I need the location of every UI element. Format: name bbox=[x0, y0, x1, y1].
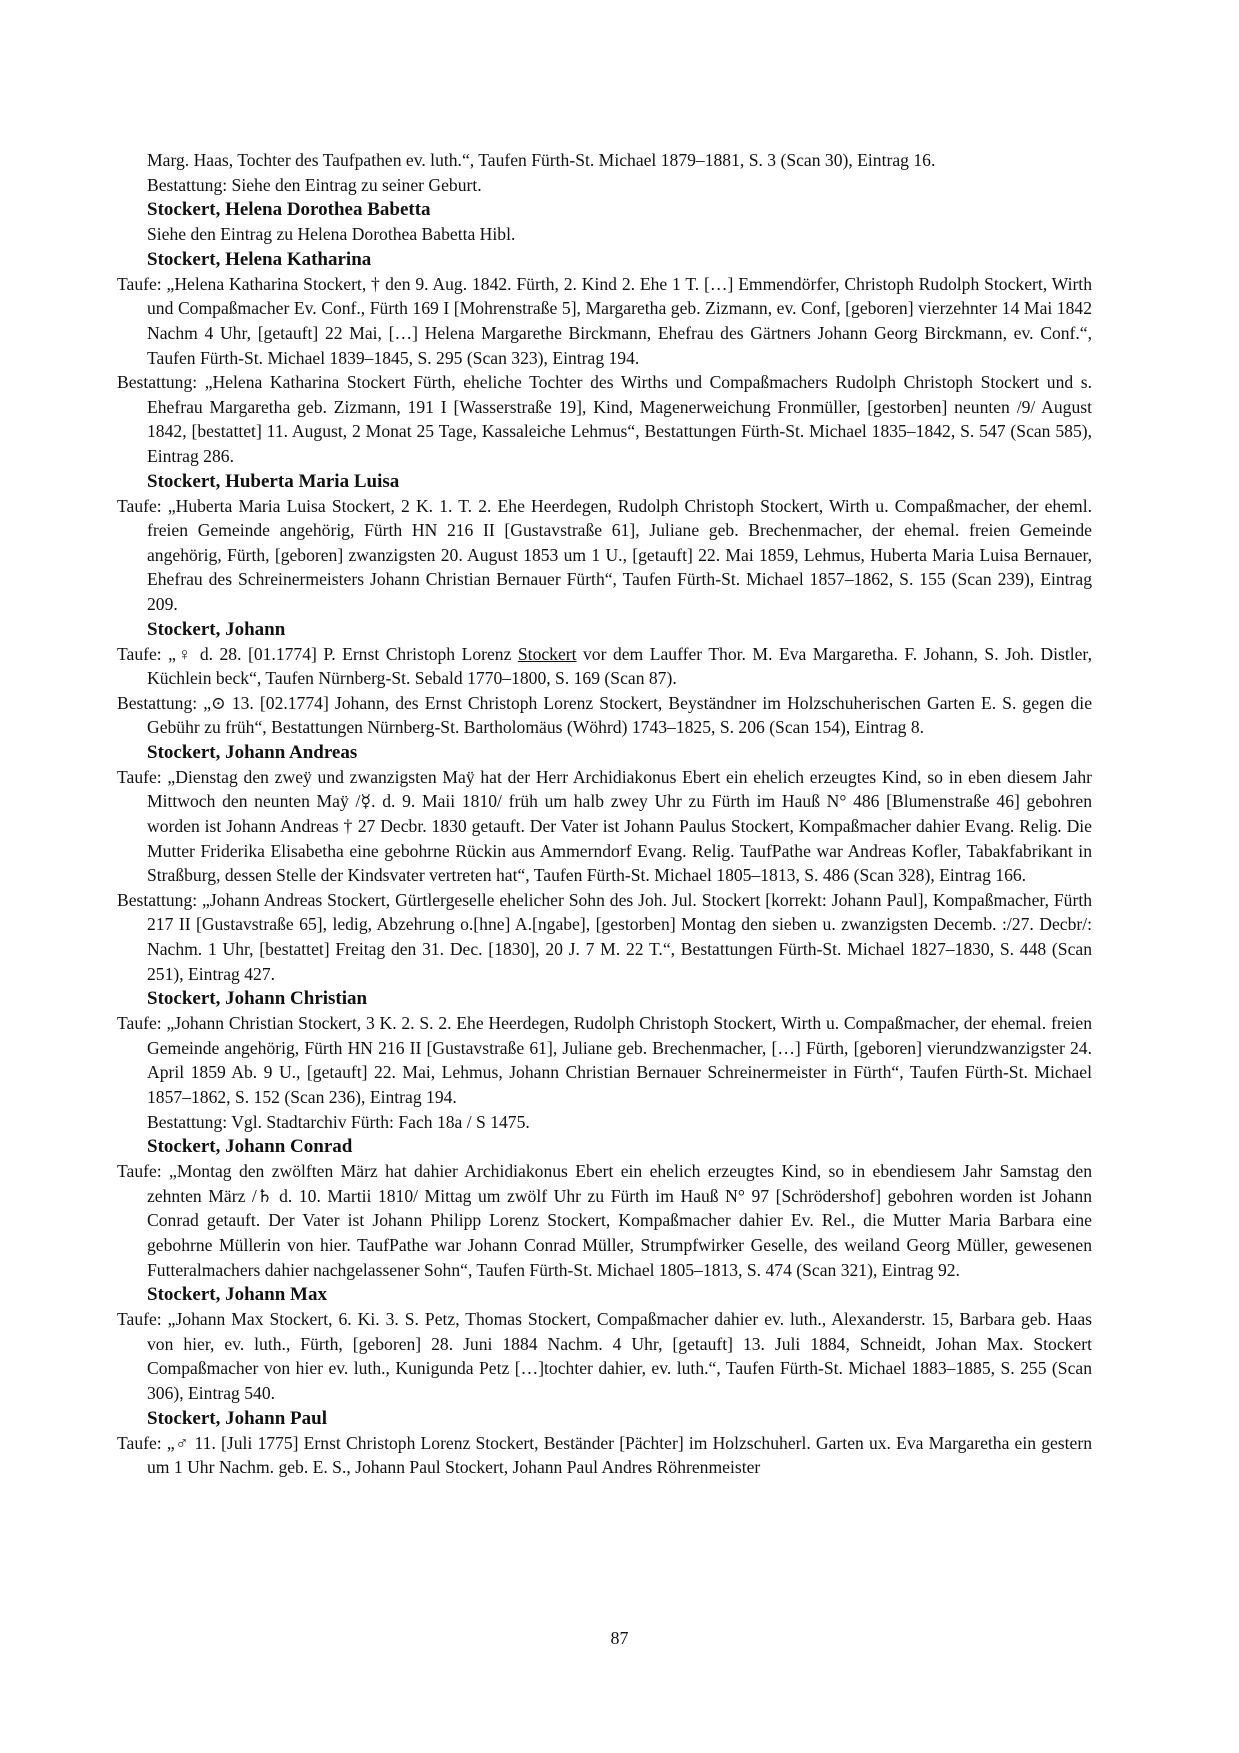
entry-heading: Stockert, Johann Christian bbox=[147, 988, 368, 1010]
baptism-record: Taufe: „Montag den zwölften März hat dahier Archidiakonus Ebert ein ehelich erzeugtes Kind, so in ebendiesem Jahr Samstag den zehnten März /♄ d. 10. Martii 1810/ Mittag um zwölf Uhr zu Fürth im Hauß N° 97 [Schrödershof] gebohren worden ist Johann Conrad getauft. Der Vater ist Johann Philipp Lorenz Stockert, Kompaßmacher dahier Ev. Rel., die Mutter Maria Barbara eine gebohrne Müllerin von hier. TaufPathe war Johann Conrad Müller, Strumpfwirker Geselle, des weiland Georg Müller, gewesenen Futteralmachers dahier nachgelassener Sohn“, Taufen Fürth-St. Michael 1805–1813, S. 474 (Scan 321), Eintrag 92. bbox=[117, 1161, 1092, 1280]
baptism-record: Taufe: „Johann Max Stockert, 6. Ki. 3. S. Petz, Thomas Stockert, Compaßmacher dahier ev. luth., Alexanderstr. 15, Barbara geb. Haas von hier, ev. luth., Fürth, [geboren] 28. Juni 1884 Nachm. 4 Uhr, [getauft] 13. Juli 1884, Schneidt, Johan Max. Stockert Compaßmacher von hier ev. luth., Kunigunda Petz […]tochter dahier, ev. luth.“, Taufen Fürth-St. Michael 1883–1885, S. 255 (Scan 306), Eintrag 540. bbox=[117, 1309, 1092, 1403]
record-text-start: Taufe: „♀ d. 28. [01.1774] P. Ernst Christoph Lorenz bbox=[117, 643, 518, 664]
cross-reference: Siehe den Eintrag zu Helena Dorothea Babetta Hibl. bbox=[147, 224, 516, 245]
burial-record: Bestattung: „⊙ 13. [02.1774] Johann, des Ernst Christoph Lorenz Stockert, Beyständner im Holzschuherischen Garten E. S. gegen die Gebühr zu früh“, Bestattungen Nürnberg-St. Bartholomäus (Wöhrd) 1743–1825, S. 206 (Scan 154), Eintrag 8. bbox=[117, 692, 1092, 738]
burial-record: Bestattung: „Johann Andreas Stockert, Gürtlergeselle ehelicher Sohn des Joh. Jul. Stockert [korrekt: Johann Paul], Kompaßmacher, Fürth 217 II [Gustavstraße 65], ledig, Abzehrung o.[hne] A.[ngabe], [gestorben] Montag den sieben u. zwanzigsten Decemb. :/27. Decbr/: Nachm. 1 Uhr, [bestattet] Freitag den 31. Dec. [1830], 20 J. 7 M. 22 T.“, Bestattungen Fürth-St. Michael 1827–1830, S. 448 (Scan 251), Eintrag 427. bbox=[117, 889, 1092, 984]
baptism-record bbox=[117, 642, 1092, 691]
record-text-end: vor dem Lauffer Thor. M. Eva Margaretha. F. Johann, S. Joh. Distler, Küchlein beck“, Taufen Nürnberg-St. Sebald 1770–1800, S. 169 (Scan 87). bbox=[147, 643, 1092, 689]
entry-heading: Stockert, Johann Andreas bbox=[147, 741, 358, 763]
burial-note: Bestattung: Vgl. Stadtarchiv Fürth: Fach 18a / S 1475. bbox=[147, 1111, 530, 1132]
burial-record: Bestattung: „Helena Katharina Stockert Fürth, eheliche Tochter des Wirths und Compaßmachers Rudolph Christoph Stockert und s. Ehefrau Margaretha geb. Zizmann, 191 I [Wasserstraße 19], Kind, Magenerweichung Fronmüller, [gestorben] neunten /9/ August 1842, [bestattet] 11. August, 2 Monat 25 Tage, Kassaleiche Lehmus“, Bestattungen Fürth-St. Michael 1835–1842, S. 547 (Scan 585), Eintrag 286. bbox=[117, 372, 1092, 466]
baptism-record: Taufe: „Huberta Maria Luisa Stockert, 2 K. 1. T. 2. Ehe Heerdegen, Rudolph Christoph Stockert, Wirth u. Compaßmacher, der eheml. freien Gemeinde angehörig, Fürth HN 216 II [Gustavstraße 61], Juliane geb. Brechenmacher, der ehemal. freien Gemeinde angehörig, Fürth, [geboren] zwanzigsten 20. August 1853 um 1 U., [getauft] 22. Mai 1859, Lehmus, Huberta Maria Luisa Bernauer, Ehefrau des Schreinermeisters Johann Christian Bernauer Fürth“, Taufen Fürth-St. Michael 1857–1862, S. 155 (Scan 239), Eintrag 209. bbox=[117, 495, 1092, 614]
entry-heading: Stockert, Johann Conrad bbox=[147, 1136, 353, 1158]
entry-heading: Stockert, Johann Paul bbox=[147, 1407, 327, 1429]
document-page bbox=[117, 148, 1092, 1480]
entry-heading: Stockert, Johann Max bbox=[147, 1284, 327, 1306]
baptism-record: Taufe: „♂ 11. [Juli 1775] Ernst Christoph Lorenz Stockert, Beständer [Pächter] im Holzschuherl. Garten ux. Eva Margaretha ein gestern um 1 Uhr Nachm. geb. E. S., Johann Paul Stockert, Johann Paul Andres Röhrenmeister bbox=[117, 1432, 1092, 1478]
baptism-record: Taufe: „Helena Katharina Stockert, † den 9. Aug. 1842. Fürth, 2. Kind 2. Ehe 1 T. […] Emmendörfer, Christoph Rudolph Stockert, Wirth und Compaßmacher Ev. Conf., Fürth 169 I [Mohrenstraße 5], Margaretha geb. Zizmann, ev. Conf, [geboren] vierzehnter 14 Mai 1842 Nachm 4 Uhr, [getauft] 22 Mai, […] Helena Margarethe Birckmann, Ehefrau des Gärtners Johann Georg Birckmann, ev. Conf.“, Taufen Fürth-St. Michael 1839–1845, S. 295 (Scan 323), Eintrag 194. bbox=[117, 273, 1092, 368]
baptism-record: Taufe: „Johann Christian Stockert, 3 K. 2. S. 2. Ehe Heerdegen, Rudolph Christoph Stockert, Wirth u. Compaßmacher, der ehemal. freien Gemeinde angehörig, Fürth HN 216 II [Gustavstraße 61], Juliane geb. Brechenmacher, […] Fürth, [geboren] vierundzwanzigster 24. April 1859 Ab. 9 U., [getauft] 22. Mai, Lehmus, Johann Christian Bernauer Schreinermeister in Fürth“, Taufen Fürth-St. Michael 1857–1862, S. 152 (Scan 236), Eintrag 194. bbox=[117, 1013, 1092, 1107]
underlined-surname: Stockert bbox=[517, 643, 577, 664]
baptism-record: Taufe: „Dienstag den zweÿ und zwanzigsten Maÿ hat der Herr Archidiakonus Ebert ein ehelich erzeugtes Kind, so in eben diesem Jahr Mittwoch den neunten Maÿ /☿. d. 9. Maii 1810/ früh um halb zwey Uhr zu Fürth im Hauß N° 486 [Blumenstraße 46] gebohren worden ist Johann Andreas † 27 Decbr. 1830 getauft. Der Vater ist Johann Paulus Stockert, Kompaßmacher dahier Evang. Relig. Die Mutter Friderika Elisabetha eine gebohrne Rückin aus Ammerndorf Evang. Relig. TaufPathe war Andreas Kofler, Tabakfabrikant in Straßburg, dessen Stelle der Kindsvater vertreten hat“, Taufen Fürth-St. Michael 1805–1813, S. 486 (Scan 328), Eintrag 166. bbox=[117, 766, 1092, 886]
entry-heading: Stockert, Helena Katharina bbox=[147, 248, 372, 270]
entry-heading: Stockert, Helena Dorothea Babetta bbox=[147, 199, 431, 221]
burial-note: Bestattung: Siehe den Eintrag zu seiner Geburt. bbox=[147, 174, 482, 195]
continuation-text: Marg. Haas, Tochter des Taufpathen ev. luth.“, Taufen Fürth-St. Michael 1879–1881, S. 3 (Scan 30), Eintrag 16. bbox=[147, 150, 936, 170]
entry-heading: Stockert, Johann bbox=[147, 618, 286, 640]
page-number: 87 bbox=[610, 1628, 629, 1648]
entry-heading: Stockert, Huberta Maria Luisa bbox=[147, 470, 400, 492]
